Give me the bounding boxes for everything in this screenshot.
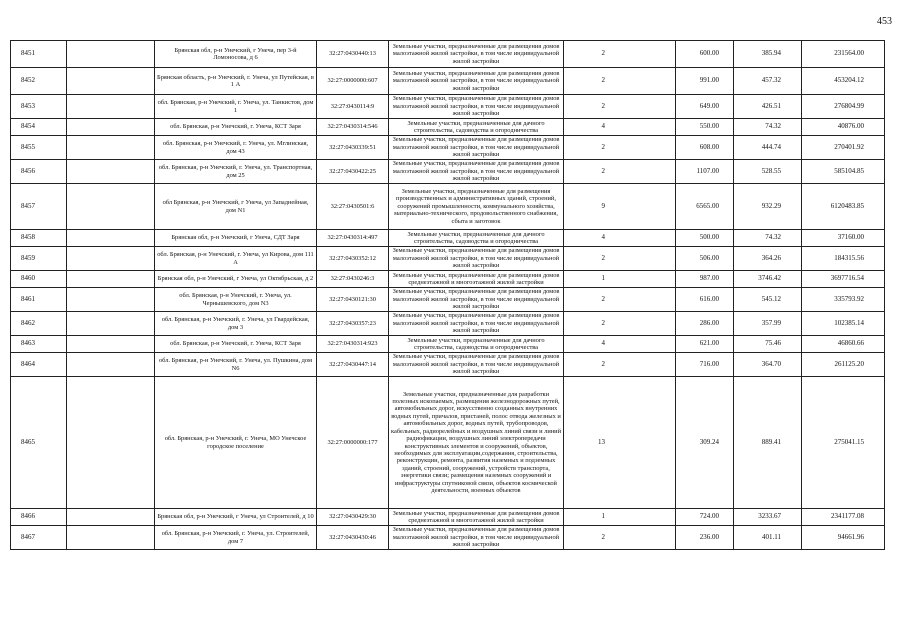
blank-cell (67, 119, 155, 136)
cadastral-cost-cell: 275041.15 (802, 377, 885, 509)
address-cell: обл. Брянская, р-н Унечский, г. Унеча, ул. Транспортная, дом 25 (155, 160, 317, 184)
table-row (11, 247, 885, 271)
cadastral-number-cell: 32:27:0430246:3 (317, 271, 389, 288)
table-row (11, 184, 885, 230)
cadastral-cost-cell: 6120483.85 (802, 184, 885, 230)
row-number: 8456 (11, 160, 67, 184)
address-cell: обл Брянская, р-н Унечский, г Унеча, ул Западнейная, дом N1 (155, 184, 317, 230)
table-row (11, 230, 885, 247)
row-number: 8464 (11, 353, 67, 377)
category-cell: 13 (564, 377, 676, 509)
address-cell: обл. Брянская, р-н Унечский, г. Унеча, КСТ Заря (155, 119, 317, 136)
land-use-cell: Земельные участки, предназначенные для размещения домов среднеэтажной и многоэтажной жилой застройки (389, 509, 564, 526)
cadastral-cost-cell: 270401.92 (802, 136, 885, 160)
category-cell: 4 (564, 336, 676, 353)
table-row (11, 336, 885, 353)
page-number: 453 (877, 16, 892, 27)
blank-cell (67, 288, 155, 312)
rate-cell: 401.11 (734, 526, 802, 550)
address-cell: Брянская обл, р-н Унечский, г Унеча, ул Октябрьская, д 2 (155, 271, 317, 288)
address-cell: обл. Брянская, р-н Унечский, г. Унеча, ул. Строителей, дом 7 (155, 526, 317, 550)
category-cell: 1 (564, 271, 676, 288)
blank-cell (67, 509, 155, 526)
category-cell: 2 (564, 288, 676, 312)
table-row (11, 136, 885, 160)
cadastral-cost-cell: 2341177.08 (802, 509, 885, 526)
table-row (11, 526, 885, 550)
land-use-cell: Земельные участки, предназначенные для дачного строительства, садоводства и огородничества (389, 336, 564, 353)
address-cell: обл. Брянская, р-н Унечский, г. Унеча, ул Кирова, дом 111 А (155, 247, 317, 271)
cadastral-number-cell: 32:27:0430429:30 (317, 509, 389, 526)
area-cell: 991.00 (676, 68, 734, 95)
address-cell: Брянская обл, р-н Унечский, г Унеча, СДТ Заря (155, 230, 317, 247)
table-row (11, 41, 885, 68)
land-use-cell: Земельные участки, предназначенные для размещения домов малоэтажной жилой застройки, в том числе индивидуальной жилой застройки (389, 95, 564, 119)
address-cell: Брянская область, р-н Унечский, г. Унеча, ул Путейская, в 1 А (155, 68, 317, 95)
land-use-cell: Земельные участки, предназначенные для размещения производственных и административных зданий, строений, сооружений промышленности, коммунального хозяйства, материально-технического, продовольственного снабжения, сбыта и заготовок (389, 184, 564, 230)
cadastral-number-cell: 32:27:0430440:13 (317, 41, 389, 68)
blank-cell (67, 160, 155, 184)
area-cell: 309.24 (676, 377, 734, 509)
cadastral-number-cell: 32:27:0430114:9 (317, 95, 389, 119)
cadastral-cost-cell: 453204.12 (802, 68, 885, 95)
rate-cell: 3233.67 (734, 509, 802, 526)
table-row (11, 119, 885, 136)
land-use-cell: Земельные участки, предназначенные для размещения домов малоэтажной жилой застройки, в том числе индивидуальной жилой застройки (389, 68, 564, 95)
cadastral-cost-cell: 40876.00 (802, 119, 885, 136)
cadastral-cost-cell: 231564.00 (802, 41, 885, 68)
land-use-cell: Земельные участки, предназначенные для дачного строительства, садоводства и огородничества (389, 230, 564, 247)
land-use-cell: Земельные участки, предназначенные для размещения домов малоэтажной жилой застройки, в том числе индивидуальной жилой застройки (389, 526, 564, 550)
address-cell: обл. Брянская, р-н Унечский, г. Унеча, ул. Пушкина, дом N6 (155, 353, 317, 377)
area-cell: 6565.00 (676, 184, 734, 230)
rate-cell: 457.32 (734, 68, 802, 95)
cadastral-cost-cell: 261125.20 (802, 353, 885, 377)
row-number: 8458 (11, 230, 67, 247)
row-number: 8461 (11, 288, 67, 312)
address-cell: Брянская обл, р-н Унечский, г Унеча, пер 3-й Ломоносова, д 6 (155, 41, 317, 68)
area-cell: 987.00 (676, 271, 734, 288)
address-cell: обл. Брянская, р-н Унечский, г. Унеча, КСТ Заря (155, 336, 317, 353)
blank-cell (67, 184, 155, 230)
category-cell: 2 (564, 247, 676, 271)
land-use-cell: Земельные участки, предназначенные для размещения домов малоэтажной жилой застройки, в том числе индивидуальной жилой застройки (389, 136, 564, 160)
blank-cell (67, 230, 155, 247)
category-cell: 2 (564, 41, 676, 68)
table-row (11, 95, 885, 119)
area-cell: 500.00 (676, 230, 734, 247)
area-cell: 506.00 (676, 247, 734, 271)
land-use-cell: Земельные участки, предназначенные для размещения домов малоэтажной жилой застройки, в том числе индивидуальной жилой застройки (389, 312, 564, 336)
blank-cell (67, 68, 155, 95)
category-cell: 1 (564, 509, 676, 526)
cadastral-number-cell: 32:27:0430430:46 (317, 526, 389, 550)
blank-cell (67, 271, 155, 288)
land-use-cell: Земельные участки, предназначенные для размещения домов малоэтажной жилой застройки, в том числе индивидуальной жилой застройки (389, 288, 564, 312)
blank-cell (67, 377, 155, 509)
cadastral-cost-cell: 184315.56 (802, 247, 885, 271)
address-cell: обл. Брянская, р-н Унечский, г. Унеча, ул. Чернышевского, дом N3 (155, 288, 317, 312)
category-cell: 2 (564, 68, 676, 95)
cadastral-cost-cell: 102385.14 (802, 312, 885, 336)
address-cell: обл. Брянская, р-н Унечский, г. Унеча, МО Унечское городское поселение (155, 377, 317, 509)
blank-cell (67, 312, 155, 336)
cadastral-cost-cell: 585104.85 (802, 160, 885, 184)
land-use-cell: Земельные участки, предназначенные для размещения домов малоэтажной жилой застройки, в том числе индивидуальной жилой застройки (389, 353, 564, 377)
blank-cell (67, 336, 155, 353)
cadastral-cost-cell: 94661.96 (802, 526, 885, 550)
area-cell: 616.00 (676, 288, 734, 312)
category-cell: 4 (564, 230, 676, 247)
area-cell: 236.00 (676, 526, 734, 550)
address-cell: Брянская обл, р-н Унечский, г Унеча, ул Строителей, д 10 (155, 509, 317, 526)
table-body (11, 41, 885, 550)
table-row (11, 509, 885, 526)
row-number: 8466 (11, 509, 67, 526)
area-cell: 286.00 (676, 312, 734, 336)
cadastral-number-cell: 32:27:0430314:497 (317, 230, 389, 247)
land-use-cell: Земельные участки, предназначенные для дачного строительства, садоводства и огородничества (389, 119, 564, 136)
cadastral-number-cell: 32:27:0430121:30 (317, 288, 389, 312)
area-cell: 1107.00 (676, 160, 734, 184)
row-number: 8459 (11, 247, 67, 271)
row-number: 8451 (11, 41, 67, 68)
category-cell: 9 (564, 184, 676, 230)
cadastral-cost-cell: 3697716.54 (802, 271, 885, 288)
category-cell: 2 (564, 160, 676, 184)
row-number: 8457 (11, 184, 67, 230)
row-number: 8452 (11, 68, 67, 95)
area-cell: 550.00 (676, 119, 734, 136)
land-parcel-table (10, 40, 885, 550)
blank-cell (67, 136, 155, 160)
category-cell: 2 (564, 353, 676, 377)
area-cell: 621.00 (676, 336, 734, 353)
rate-cell: 528.55 (734, 160, 802, 184)
table-row (11, 377, 885, 509)
area-cell: 608.00 (676, 136, 734, 160)
table-row (11, 160, 885, 184)
address-cell: обл. Брянская, р-н Унечский, г. Унеча, ул. Танкистов, дом 1 (155, 95, 317, 119)
cadastral-number-cell: 32:27:0430357:23 (317, 312, 389, 336)
row-number: 8463 (11, 336, 67, 353)
rate-cell: 364.70 (734, 353, 802, 377)
table-row (11, 68, 885, 95)
cadastral-number-cell: 32:27:0430501:6 (317, 184, 389, 230)
blank-cell (67, 247, 155, 271)
cadastral-number-cell: 32:27:0430422:25 (317, 160, 389, 184)
blank-cell (67, 95, 155, 119)
table-row (11, 288, 885, 312)
cadastral-number-cell: 32:27:0430314:546 (317, 119, 389, 136)
land-use-cell: Земельные участки, предназначенные для размещения домов малоэтажной жилой застройки, в том числе индивидуальной жилой застройки (389, 160, 564, 184)
rate-cell: 75.46 (734, 336, 802, 353)
rate-cell: 426.51 (734, 95, 802, 119)
cadastral-number-cell: 32:27:0430314:923 (317, 336, 389, 353)
row-number: 8453 (11, 95, 67, 119)
cadastral-cost-cell: 37160.00 (802, 230, 885, 247)
cadastral-number-cell: 32:27:0430447:14 (317, 353, 389, 377)
cadastral-number-cell: 32:27:0000000:177 (317, 377, 389, 509)
row-number: 8454 (11, 119, 67, 136)
rate-cell: 3746.42 (734, 271, 802, 288)
blank-cell (67, 353, 155, 377)
cadastral-number-cell: 32:27:0430339:51 (317, 136, 389, 160)
row-number: 8467 (11, 526, 67, 550)
cadastral-number-cell: 32:27:0430352:12 (317, 247, 389, 271)
cadastral-number-cell: 32:27:0000000:607 (317, 68, 389, 95)
rate-cell: 889.41 (734, 377, 802, 509)
row-number: 8455 (11, 136, 67, 160)
blank-cell (67, 526, 155, 550)
area-cell: 600.00 (676, 41, 734, 68)
rate-cell: 357.99 (734, 312, 802, 336)
table-row (11, 271, 885, 288)
cadastral-cost-cell: 335793.92 (802, 288, 885, 312)
address-cell: обл. Брянская, р-н Унечский, г. Унеча, ул. Мглинская, дом 43 (155, 136, 317, 160)
row-number: 8460 (11, 271, 67, 288)
cadastral-cost-cell: 276804.99 (802, 95, 885, 119)
land-use-cell: Земельные участки, предназначенные для разработки полезных ископаемых, размещения железнодорожных путей, автомобильных дорог, искусственно созданных внутренних водных путей, причалов, пристаней, полос отвода железных и автомобильных дорог, водных путей, трубопроводов, кабельных, радиорелейных и воздушных линий связи и линий радиофикации, воздушных линий электропередачи конструктивных элементов и сооружений, объектов, необходимых для эксплуатации,содержания, строительства, реконструкции, ремонта, развития наземных и подземных зданий, строений, сооружений, устройств транспорта, энергетики связи; размещения наземных сооружений и инфраструктуры спутниковой связи, объектов космической деятельности, военных объектов (389, 377, 564, 509)
row-number: 8462 (11, 312, 67, 336)
category-cell: 2 (564, 526, 676, 550)
cadastral-cost-cell: 46860.66 (802, 336, 885, 353)
area-cell: 716.00 (676, 353, 734, 377)
rate-cell: 364.26 (734, 247, 802, 271)
table-row (11, 353, 885, 377)
address-cell: обл. Брянская, р-н Унечский, г. Унеча, ул Гвардейская, дом 3 (155, 312, 317, 336)
area-cell: 649.00 (676, 95, 734, 119)
land-use-cell: Земельные участки, предназначенные для размещения домов среднеэтажной и многоэтажной жилой застройки (389, 271, 564, 288)
land-use-cell: Земельные участки, предназначенные для размещения домов малоэтажной жилой застройки, в том числе индивидуальной жилой застройки (389, 41, 564, 68)
row-number: 8465 (11, 377, 67, 509)
table-row (11, 312, 885, 336)
rate-cell: 932.29 (734, 184, 802, 230)
rate-cell: 444.74 (734, 136, 802, 160)
land-use-cell: Земельные участки, предназначенные для размещения домов малоэтажной жилой застройки, в том числе индивидуальной жилой застройки (389, 247, 564, 271)
category-cell: 2 (564, 95, 676, 119)
category-cell: 2 (564, 136, 676, 160)
rate-cell: 385.94 (734, 41, 802, 68)
category-cell: 4 (564, 119, 676, 136)
rate-cell: 545.12 (734, 288, 802, 312)
blank-cell (67, 41, 155, 68)
category-cell: 2 (564, 312, 676, 336)
rate-cell: 74.32 (734, 119, 802, 136)
rate-cell: 74.32 (734, 230, 802, 247)
area-cell: 724.00 (676, 509, 734, 526)
